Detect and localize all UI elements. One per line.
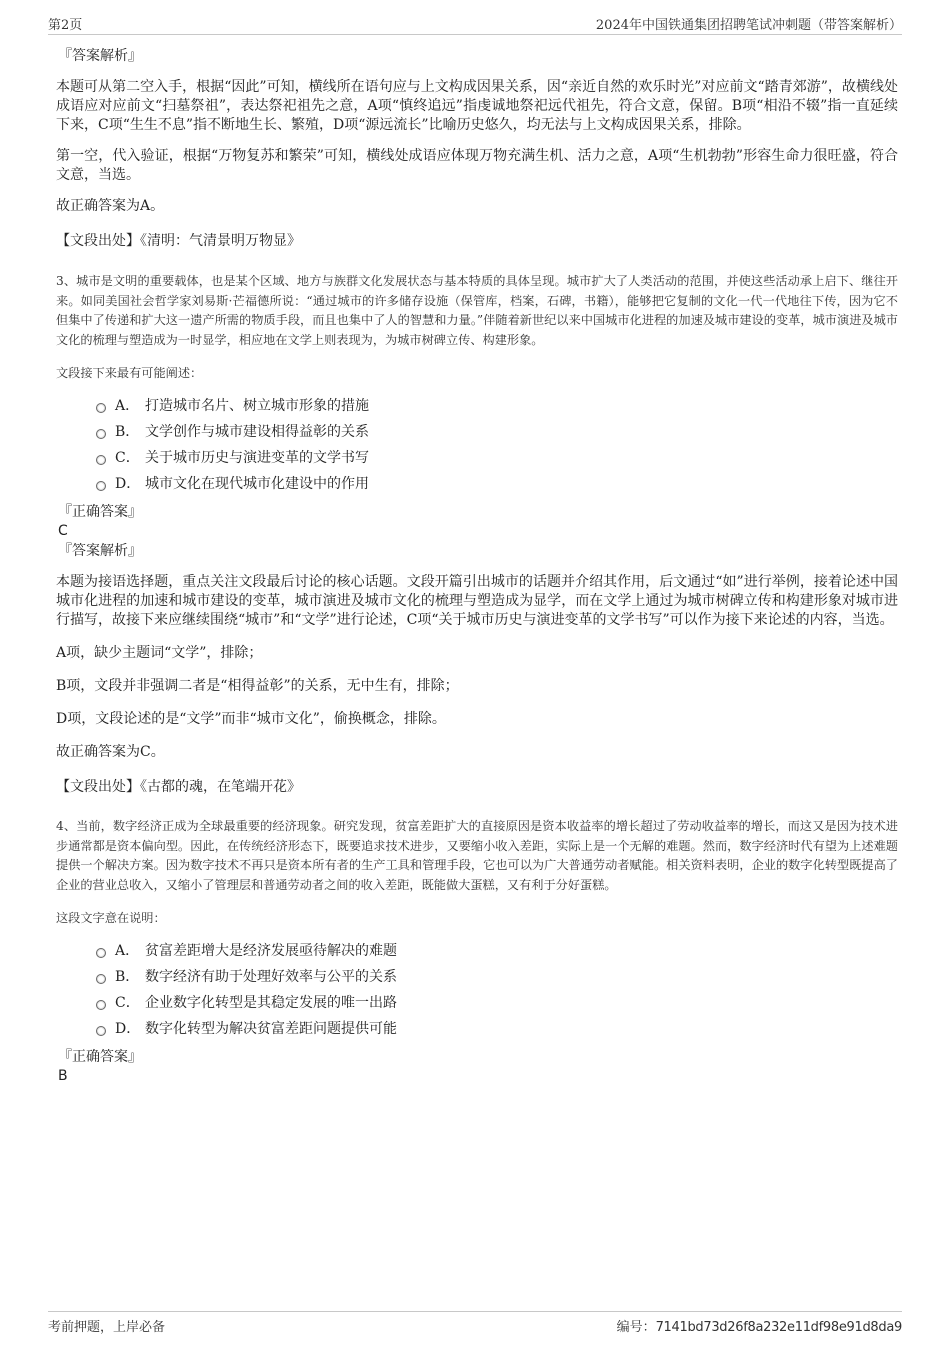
radio-icon[interactable]	[96, 948, 106, 958]
option-list	[96, 393, 898, 497]
radio-icon[interactable]	[96, 1000, 106, 1010]
question-prompt: 这段文字意在说明：	[56, 911, 166, 925]
code-value: 7141bd73d26f8a232e11df98e91d8da9	[655, 1320, 902, 1335]
option-c[interactable]	[96, 990, 898, 1016]
option-text: 贫富差距增大是经济发展亟待解决的难题	[145, 943, 397, 959]
radio-icon[interactable]	[96, 481, 106, 491]
option-letter: A．	[115, 943, 140, 959]
page-header	[48, 14, 902, 35]
page-content	[56, 46, 898, 1085]
radio-icon[interactable]	[96, 974, 106, 984]
analysis-paragraph: 本题可从第二空入手，根据“因此”可知，横线所在语句应与上文构成因果关系，因“亲近自然的欢乐时光”对应前文“踏青郊游”，故横线处成语应对应前文“扫墓祭祖”，表达祭祀祖先之意，A项“慎终追远”指虔诚地祭祀远代祖先，符合文意，保留。B项“相沿不辍”指一直延续下来，C项“生生不息”指不断地生长、繁殖，D项“源远流长”比喻历史悠久，均无法与上文构成因果关系，排除。	[56, 79, 898, 133]
correct-answer-heading: 『正确答案』	[58, 504, 142, 520]
option-text: 打造城市名片、树立城市形象的措施	[145, 398, 369, 414]
radio-icon[interactable]	[96, 1026, 106, 1036]
answer-analysis-heading: 『答案解析』	[58, 543, 142, 559]
passage-source: 【文段出处】《清明：气清景明万物显》	[56, 233, 301, 249]
option-letter: B．	[115, 969, 140, 985]
option-b[interactable]	[96, 964, 898, 990]
answer-conclusion: 故正确答案为C。	[56, 744, 165, 760]
option-list	[96, 938, 898, 1042]
option-letter: D．	[115, 1021, 141, 1037]
option-letter: D．	[115, 476, 141, 492]
option-a[interactable]	[96, 393, 898, 419]
option-text: 数字化转型为解决贫富差距问题提供可能	[145, 1021, 397, 1037]
option-letter: A．	[115, 398, 140, 414]
option-letter: B．	[115, 424, 140, 440]
option-letter: C．	[115, 450, 140, 466]
question-stem: 3、城市是文明的重要载体，也是某个区域、地方与族群文化发展状态与基本特质的具体呈现。城市扩大了人类活动的范围，并使这些活动承上启下、继往开来。如同美国社会哲学家刘易斯·芒福德所说：“通过城市的许多储存设施（保管库，档案，石碑，书籍），能够把它复制的文化一代一代地往下传，因为它不但集中了传递和扩大这一遗产所需的物质手段，而且也集中了人的智慧和力量。”伴随着新世纪以来中国城市化进程的加速及城市建设的变革，城市演进及城市文化的梳理与塑造成为一时显学，相应地在文学上则表现为，为城市树碑立传、构建形象。	[56, 274, 898, 347]
option-b[interactable]	[96, 419, 898, 445]
document-code	[617, 1316, 902, 1335]
answer-analysis-heading: 『答案解析』	[58, 48, 142, 64]
correct-answer-heading: 『正确答案』	[58, 1049, 142, 1065]
question-prompt: 文段接下来最有可能阐述：	[56, 366, 203, 380]
option-letter: C．	[115, 995, 140, 1011]
correct-answer: B	[58, 1068, 68, 1084]
answer-conclusion: 故正确答案为A。	[56, 198, 165, 214]
analysis-note: D项，文段论述的是“文学”而非“城市文化”，偷换概念，排除。	[56, 711, 446, 727]
option-text: 关于城市历史与演进变革的文学书写	[145, 450, 369, 466]
analysis-paragraph: 本题为接语选择题，重点关注文段最后讨论的核心话题。文段开篇引出城市的话题并介绍其作用，后文通过“如”进行举例，接着论述中国城市化进程的加速和城市建设的变革，城市演进及城市文化的梳理与塑造成为显学，而在文学上通过为城市树碑立传和构建形象对城市进行描写，故接下来应继续围绕“城市”和“文学”进行论述，C项“关于城市历史与演进变革的文学书写”可以作为接下来论述的内容，当选。	[56, 574, 898, 628]
analysis-note: B项，文段并非强调二者是“相得益彰”的关系，无中生有，排除；	[56, 678, 459, 694]
option-d[interactable]	[96, 471, 898, 497]
passage-source: 【文段出处】《古都的魂，在笔端开花》	[56, 779, 301, 795]
option-text: 数字经济有助于处理好效率与公平的关系	[145, 969, 397, 985]
footer-slogan: 考前押题，上岸必备	[48, 1320, 166, 1335]
page-number: 第2页	[48, 18, 83, 33]
radio-icon[interactable]	[96, 455, 106, 465]
option-d[interactable]	[96, 1016, 898, 1042]
document-title: 2024年中国铁通集团招聘笔试冲刺题（带答案解析）	[595, 18, 902, 33]
option-c[interactable]	[96, 445, 898, 471]
option-text: 文学创作与城市建设相得益彰的关系	[145, 424, 369, 440]
radio-icon[interactable]	[96, 403, 106, 413]
analysis-note: A项，缺少主题词“文学”，排除；	[56, 645, 263, 661]
option-text: 城市文化在现代城市化建设中的作用	[145, 476, 369, 492]
code-label: 编号：	[616, 1320, 656, 1335]
correct-answer: C	[58, 523, 68, 539]
analysis-paragraph: 第一空，代入验证，根据“万物复苏和繁荣”可知，横线处成语应体现万物充满生机、活力之意，A项“生机勃勃”形容生命力很旺盛，符合文意，当选。	[56, 148, 898, 183]
radio-icon[interactable]	[96, 429, 106, 439]
page-footer	[48, 1311, 902, 1336]
question-stem: 4、当前，数字经济正成为全球最重要的经济现象。研究发现，贫富差距扩大的直接原因是资本收益率的增长超过了劳动收益率的增长，而这又是因为技术进步通常都是资本偏向型。因此，在传统经济形态下，既要追求技术进步，又要缩小收入差距，实际上是一个无解的难题。然而，数字经济时代有望为上述难题提供一个解决方案。因为数字技术不再只是资本所有者的生产工具和管理手段，它也可以为广大普通劳动者赋能。相关资料表明，企业的数字化转型既提高了企业的营业总收入，又缩小了管理层和普通劳动者之间的收入差距，既能做大蛋糕，又有利于分好蛋糕。	[56, 819, 898, 892]
option-a[interactable]	[96, 938, 898, 964]
option-text: 企业数字化转型是其稳定发展的唯一出路	[145, 995, 397, 1011]
